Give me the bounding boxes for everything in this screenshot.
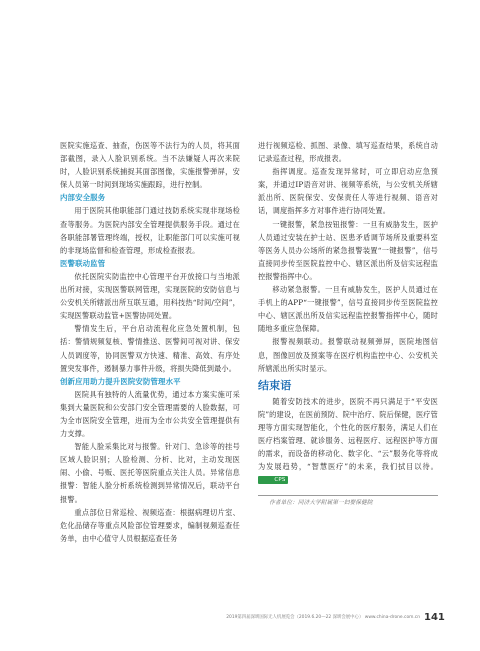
paragraph: 智能人脸采集比对与报警。针对门、急诊等的挂号区域人脸识别；人脸检测、分析、比对，主动发现医闹、小偷、号贩、医托等医院重点关注人员。异常信息报警：智能人脸分析系统检测到异常情况后，联动平台报警。 xyxy=(60,442,240,504)
section-heading-innovation: 创新应用助力提升医院安防管理水平 xyxy=(60,376,181,386)
paragraph: 一键报警，紧急按钮报警：一旦有威胁发生，医护人员通过安装在护士站、医患矛盾调节场所及重要科室等医务人员办公场所的紧急报警装置“一键报警”，信号直接同步传至医院监控中心、辖区派出所及信实远程监控报警指挥中心。 xyxy=(258,219,438,281)
paragraph: 医院具有独特的人流量优势，通过本方案实施可采集到大量医院和公安部门安全管理需要的人脸数据，可为全市医院安全管理，进而为全市公共安全管理提供有力支撑。 xyxy=(60,389,240,439)
paragraph: 重点部位日常巡检、视频巡查：根据病理切片室、危化品储存等重点风险部位管理要求，编制视频巡查任务单，由中心值守人员根据巡查任务 xyxy=(60,507,240,543)
section-heading-internal-service: 内部安全服务 xyxy=(60,193,106,203)
conclusion-text: 随着安防技术的进步，医院不再只满足于“平安医院”的建设，在医前预防、院中治疗、院后保健，医疗管理等方面实现智能化，个性化的医疗服务，满足人们在医疗档案管理、就诊服务、远程医疗、远程医护等方面的需求，而设备的移动化、数字化、“云”服务化等将成为发展趋势，“智慧医疗”的未来，我们拭目以待。 xyxy=(258,396,438,472)
section-heading-police-linkage: 医警联动监管 xyxy=(60,258,106,268)
paragraph: 移动紧急报警。一旦有威胁发生，医护人员通过在手机上的APP“一键报警”，信号直接同步传至医院监控中心、辖区派出所及信实远程监控报警指挥中心，随时随地多重应急保障。 xyxy=(258,285,438,334)
author-affiliation: 作者单位：同济大学附属第一妇婴保健院 xyxy=(269,500,373,507)
end-mark-logo: CPS xyxy=(258,476,288,484)
paragraph: 医院实施巡查、抽查，伤医等不法行为的人员，将其面部截图，录入人脸识别系统。当不法嫌疑人再次来院时，人脸识别系统捕捉其面部图像，实施报警弹屏，安保人员第一时间到现场实施跟踪，进行控制。 xyxy=(60,141,240,190)
paragraph: 报警视频联动。报警联动视频弹屏，医院地图信息，图像回放及预案等在医疗机构监控中心、公安机关所辖派出所实时显示。 xyxy=(258,337,438,373)
conclusion-heading: 结束语 xyxy=(258,378,292,392)
paragraph: 警情发生后，平台启动流程化应急处置机制，包括：警情规频复核、警情推送、医警间可视对讲、保安人员调度等，协同医警双方快速、精准、高效、有序处置突发事件，遏制暴力事件升级，将损失降低到最小。 xyxy=(60,324,240,373)
left-column xyxy=(60,139,240,545)
page-footer: 2019第四届深圳国际无人机展览会（2019.6.20—22 深圳会展中心） www.china-drone.com.cn xyxy=(226,615,420,620)
paragraph: 用于医院其他职能部门通过技防系统实现非现场检查等服务。为医院内部安全管理提供服务手段。通过在各职能部署管理终端，授权，让职能部门可以实施可视的非现场监督和检查管理，形成检查报表。 xyxy=(60,206,240,255)
paragraph xyxy=(258,395,438,487)
right-column xyxy=(258,139,438,508)
paragraph: 指挥调度。巡查发现异常时，可立即启动应急预案，并通过IP语音对讲、视频等系统，与公安机关所辖派出所、医院保安、安保责任人等进行视频、语音对话，调度指挥多方对事件进行协同处置。 xyxy=(258,167,438,216)
paragraph: 进行视频巡检、抓图、录像、填写巡查结果，系统自动记录巡查过程，形成报表。 xyxy=(258,141,438,164)
paragraph: 依托医院实防监控中心管理平台开放接口与当地派出所对接，实现医警联网管理，实现医院的安防信息与公安机关所辖派出所互联互通，用科技热“时间/空间”，实现医警联动监管+医警协同处置。 xyxy=(60,271,240,321)
page-number: 141 xyxy=(424,612,445,623)
author-divider xyxy=(258,495,438,496)
